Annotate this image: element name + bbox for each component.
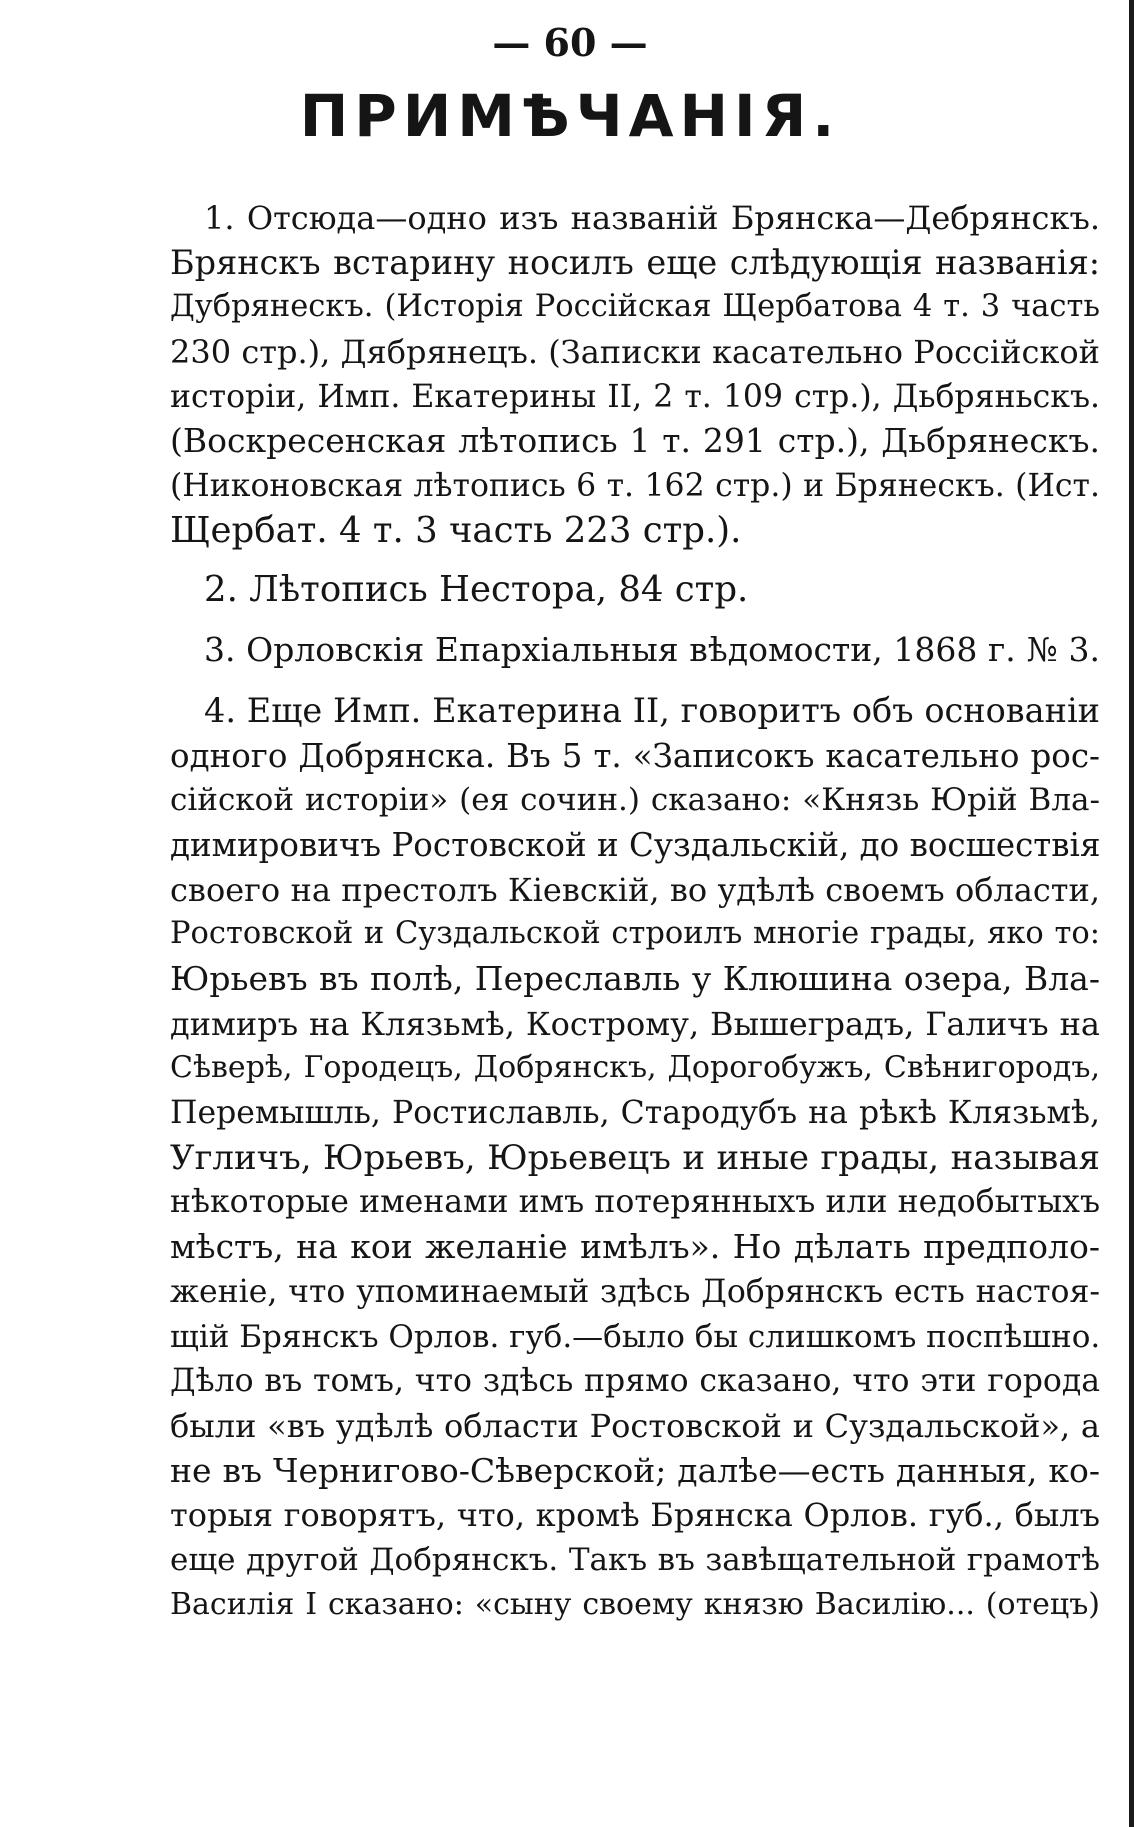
note-4	[170, 689, 1100, 1627]
note-line: димировичъ Ростовской и Суздальскій, до восшествія	[170, 825, 1100, 864]
note-line: были «въ удѣлѣ области Ростовской и Суздальской», а	[170, 1406, 1100, 1445]
note-line: (Никоновская лѣтопись 6 т. 162 стр.) и Брянескъ. (Ист.	[170, 468, 1100, 505]
note-line: исторіи, Имп. Екатерины II, 2 т. 109 стр.), Дьбряньскъ.	[170, 378, 1100, 415]
note-line: щій Брянскъ Орлов. губ.—было бы слишкомъ поспѣшно.	[170, 1318, 1100, 1355]
note-line: 4. Еще Имп. Екатерина II, говоритъ объ основаніи	[204, 690, 1100, 730]
note-line: димиръ на Клязьмѣ, Кострому, Вышеградъ, Галичъ на	[170, 1004, 1100, 1043]
note-line: 230 стр.), Дябрянецъ. (Записки касательно Россійской	[170, 333, 1100, 372]
note-line: торыя говорятъ, что, кромѣ Брянска Орлов. губ., былъ	[170, 1496, 1100, 1535]
note-3	[170, 628, 1100, 673]
note-line: Сѣверѣ, Городецъ, Добрянскъ, Дорогобужъ, Свѣнигородъ,	[170, 1050, 1100, 1086]
note-line: Юрьевъ въ полѣ, Переславль у Клюшина озера, Вла-	[170, 959, 1100, 998]
note-line: 3. Орловскія Епархіальныя вѣдомости, 1868 г. № 3.	[204, 630, 1100, 670]
note-line: сійской исторіи» (ея сочин.) сказано: «Князь Юрій Вла-	[170, 782, 1100, 819]
notes-body	[170, 196, 1100, 1627]
note-line: Василія I сказано: «сыну своему князю Василію... (отецъ)	[170, 1586, 1100, 1622]
note-1	[170, 196, 1100, 554]
note-line: одного Добрянска. Въ 5 т. «Записокъ касательно рос-	[170, 736, 1100, 775]
note-line: нѣкоторые именами имъ потерянныхъ или недобытыхъ	[170, 1184, 1100, 1221]
note-line: Ростовской и Суздальской строилъ многіе грады, яко то:	[170, 916, 1100, 952]
note-line: женіе, что упоминаемый здѣсь Добрянскъ есть настоя-	[170, 1273, 1100, 1310]
note-line: еще другой Добрянскъ. Такъ въ завѣщательной грамотѣ	[170, 1541, 1100, 1578]
note-line: Брянскъ встарину носилъ еще слѣдующія названія:	[170, 242, 1100, 282]
note-line: своего на престолъ Кіевскій, во удѣлѣ своемъ области,	[170, 870, 1100, 909]
page-edge-rule	[1129, 0, 1134, 1827]
note-line: Перемышль, Ростиславль, Стародубъ на рѣкѣ Клязьмѣ,	[170, 1095, 1100, 1132]
note-line: Щербат. 4 т. 3 часть 223 стр.).	[170, 509, 742, 551]
note-line: мѣстъ, на кои желаніе имѣлъ». Но дѣлать предполо-	[170, 1227, 1100, 1267]
note-line: (Воскресенская лѣтопись 1 т. 291 стр.), Дьбрянескъ.	[170, 421, 1100, 461]
note-line: 2. Лѣтопись Нестора, 84 стр.	[204, 568, 749, 610]
note-line: Угличъ, Юрьевъ, Юрьевецъ и иные грады, называя	[170, 1137, 1100, 1178]
page-number: — 60 —	[492, 20, 648, 65]
note-line: Дѣло въ томъ, что здѣсь прямо сказано, что эти города	[170, 1363, 1100, 1400]
page-heading: ПРИМѢЧАНІЯ.	[299, 82, 841, 150]
note-line: не въ Черниговo-Сѣверской; далѣе—есть данныя, ко-	[170, 1450, 1100, 1490]
note-line: 1. Отсюда—одно изъ названій Брянска—Дебрянскъ.	[204, 199, 1100, 237]
note-line: Дубрянескъ. (Исторія Россійская Щербатова 4 т. 3 часть	[170, 289, 1100, 325]
note-2	[170, 568, 1100, 613]
